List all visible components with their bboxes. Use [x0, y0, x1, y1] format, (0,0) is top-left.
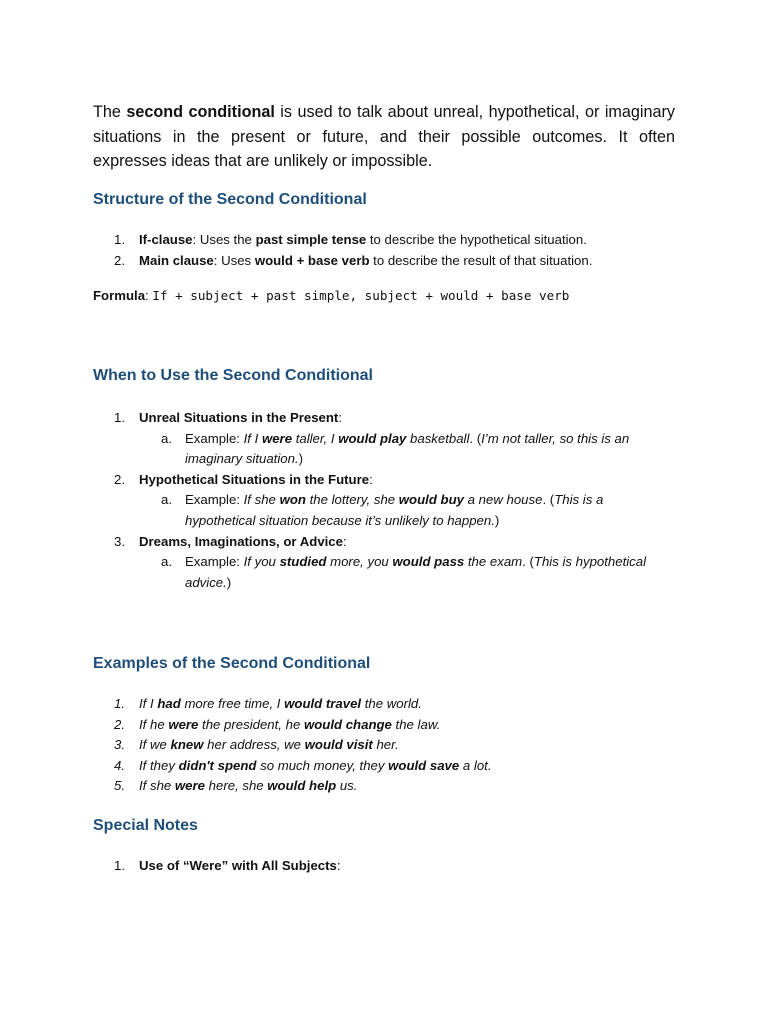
example-lead: Example:	[185, 492, 244, 508]
list-item	[114, 230, 699, 251]
example-paren: . (	[469, 430, 482, 446]
list-number: 1.	[114, 410, 125, 425]
list-number: 1.	[114, 696, 125, 711]
list-number: 2.	[114, 471, 125, 487]
sub-number: a.	[161, 430, 172, 446]
example-text: a lot.	[459, 757, 492, 773]
example-text: If she	[243, 492, 280, 508]
example-bold: would save	[388, 757, 460, 773]
example-note: This is hypothetical advice.	[185, 554, 647, 590]
example-text: the president, he	[198, 716, 304, 732]
list-item	[114, 694, 699, 715]
example-text: more, you	[326, 554, 393, 570]
example-bold: had	[157, 696, 181, 711]
sub-item	[161, 490, 675, 531]
notes-list	[114, 856, 699, 877]
example-text: If he	[139, 716, 169, 732]
examples-list	[114, 694, 699, 797]
example-note: I’m not taller, so this is an imaginary situation.	[185, 430, 630, 467]
list-item	[114, 470, 675, 491]
list-item	[114, 735, 699, 756]
item-label: Unreal Situations in the Present	[139, 410, 339, 425]
list-number: 3.	[114, 737, 125, 753]
item-text: to describe the hypothetical situation.	[366, 232, 587, 247]
example-bold: would pass	[392, 554, 465, 570]
example-paren: )	[226, 574, 232, 590]
example-paren: . (	[522, 554, 534, 570]
formula-label: Formula	[93, 288, 146, 303]
list-number: 1.	[114, 232, 125, 247]
item-bold: would + base verb	[254, 252, 370, 268]
example-text: the lottery, she	[305, 492, 399, 508]
example-bold: were	[168, 716, 199, 732]
sub-number: a.	[161, 554, 172, 570]
example-text: her.	[372, 737, 399, 753]
example-bold: would visit	[304, 737, 373, 753]
item-label: Dreams, Imaginations, or Advice	[139, 533, 343, 549]
example-text: If I	[243, 430, 262, 446]
example-lead: Example:	[185, 554, 244, 570]
item-label: Main clause	[139, 252, 214, 268]
example-bold: were	[174, 778, 205, 794]
example-lead: Example:	[185, 430, 244, 446]
example-bold: studied	[279, 554, 327, 570]
when-heading: When to Use the Second Conditional	[93, 367, 373, 384]
list-number: 3.	[114, 533, 125, 549]
example-text: a new house	[464, 492, 543, 508]
example-paren: )	[494, 512, 500, 528]
item-label: Use of “Were” with All Subjects	[139, 858, 337, 873]
when-list	[114, 408, 675, 593]
example-text: taller, I	[292, 430, 339, 446]
intro-paragraph	[93, 100, 675, 174]
sub-item	[161, 552, 675, 593]
example-bold: would buy	[398, 492, 464, 508]
example-text: If I	[139, 696, 158, 711]
item-text: : Uses the	[192, 232, 256, 247]
example-text: the law.	[391, 716, 441, 732]
example-text: If you	[243, 554, 280, 570]
example-text: us.	[336, 778, 358, 794]
sub-number: a.	[161, 492, 172, 508]
formula-line	[93, 288, 569, 303]
item-text: to describe the result of that situation.	[369, 252, 593, 268]
example-text: the exam	[464, 554, 523, 570]
example-bold: were	[261, 430, 293, 446]
list-item	[114, 408, 675, 429]
example-text: If we	[139, 737, 171, 753]
structure-heading: Structure of the Second Conditional	[93, 191, 367, 208]
example-bold: knew	[170, 737, 204, 753]
structure-list	[114, 230, 699, 271]
intro-text-rest: is used to talk about unreal, hypothetical, or imaginary situations in the present or future, and their possible outcomes. It often expresses ideas that are unlikely or impossible.	[93, 103, 675, 170]
example-bold: would help	[267, 778, 337, 794]
item-label: If-clause	[139, 232, 193, 247]
example-text: more free time, I	[180, 696, 285, 711]
example-bold: would change	[303, 716, 392, 732]
example-text: her address, we	[203, 737, 305, 753]
item-colon: :	[342, 533, 347, 549]
list-number: 2.	[114, 716, 125, 732]
example-note: This is a hypothetical situation because it’s unlikely to happen.	[185, 492, 604, 528]
list-item	[114, 532, 675, 553]
list-number: 2.	[114, 252, 125, 268]
list-number: 1.	[114, 858, 125, 873]
list-item	[114, 776, 699, 797]
example-bold: would travel	[284, 696, 362, 711]
item-label: Hypothetical Situations in the Future	[139, 471, 370, 487]
item-colon: :	[338, 410, 342, 425]
intro-text-start: The	[93, 103, 127, 121]
notes-heading: Special Notes	[93, 817, 198, 834]
example-bold: would play	[338, 430, 407, 446]
examples-heading: Examples of the Second Conditional	[93, 655, 371, 672]
list-item	[114, 756, 699, 777]
example-text: here, she	[204, 778, 268, 794]
sub-item	[161, 429, 675, 470]
list-item	[114, 856, 699, 877]
formula-code: If + subject + past simple, subject + would + base verb	[152, 288, 570, 303]
formula-colon: :	[145, 288, 153, 303]
example-paren: )	[298, 451, 304, 467]
example-text: If they	[139, 757, 179, 773]
intro-term: second conditional	[126, 103, 275, 121]
list-number: 5.	[114, 778, 125, 794]
example-text: basketball	[406, 430, 470, 446]
example-paren: . (	[542, 492, 555, 508]
example-bold: didn't spend	[178, 757, 257, 773]
example-text: the world.	[361, 696, 422, 711]
item-bold: past simple tense	[255, 232, 367, 247]
list-item	[114, 251, 699, 272]
item-colon: :	[336, 858, 341, 873]
item-colon: :	[369, 471, 373, 487]
example-bold: won	[279, 492, 306, 508]
list-number: 4.	[114, 757, 125, 773]
example-text: so much money, they	[256, 757, 389, 773]
example-text: If she	[139, 778, 175, 794]
list-item	[114, 715, 699, 736]
item-text: : Uses	[213, 252, 255, 268]
